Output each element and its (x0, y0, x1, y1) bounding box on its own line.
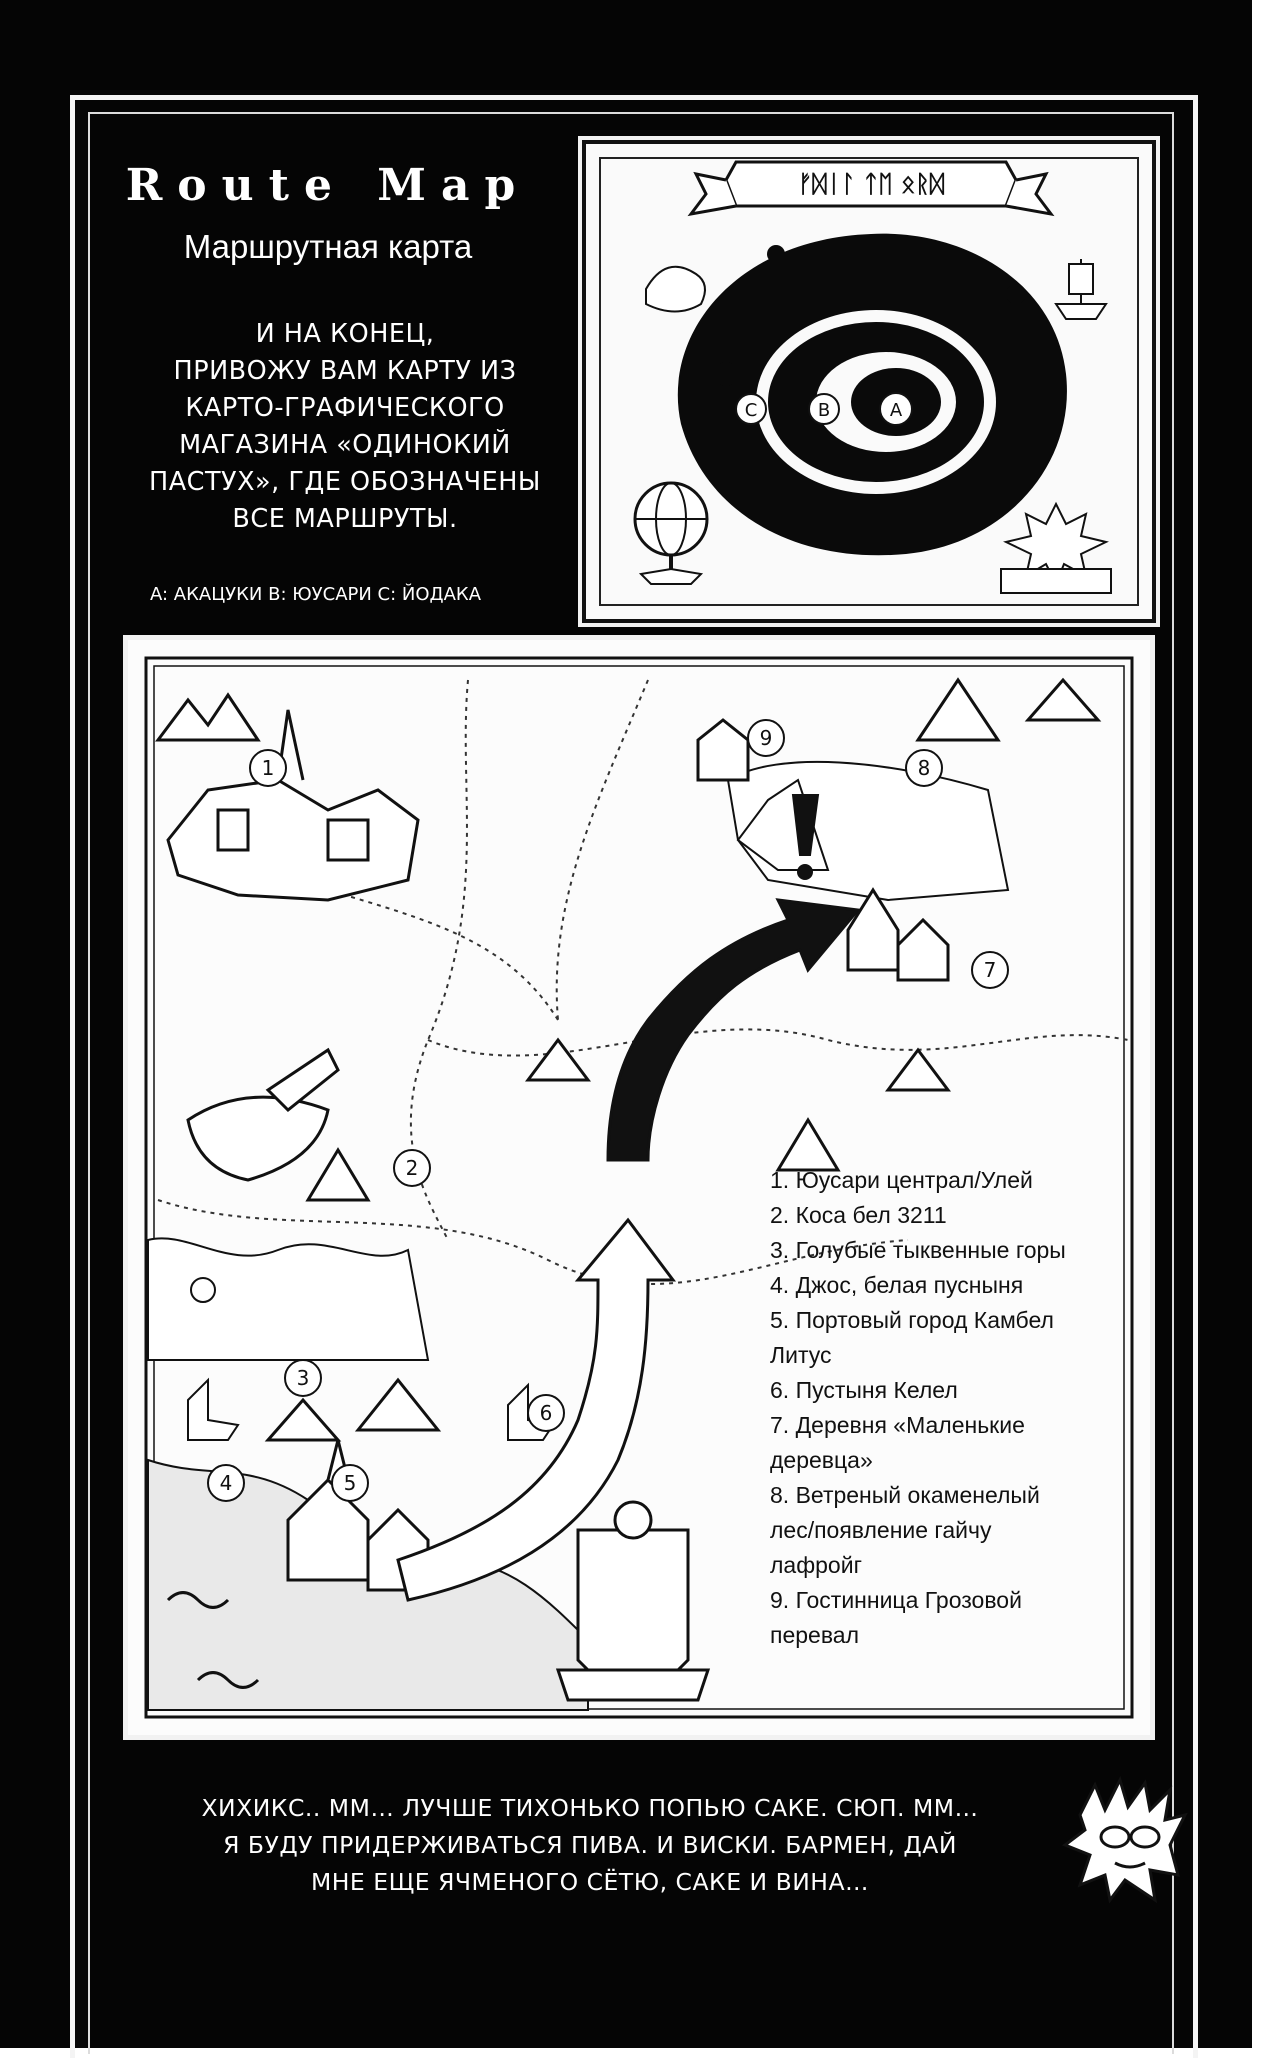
route-list-item: 1. Юусари централ/Улей (770, 1167, 1033, 1193)
village-icon (848, 890, 948, 980)
route-list-item: 3. Голубые тыквенные горы (770, 1237, 1066, 1263)
marker-3: 3 (296, 1366, 310, 1390)
route-list-item: 2. Коса бел 3211 (770, 1202, 947, 1228)
marker-5: 5 (343, 1471, 357, 1495)
page-title: Route Map (125, 160, 531, 211)
shipwreck-icon (188, 1050, 338, 1180)
world-map (582, 140, 1156, 623)
petrified-forest-icon (728, 762, 1008, 900)
intro-line: ВСЕ МАРШРУТЫ. (232, 504, 458, 534)
route-list-item: 7. Деревня «Маленькие (770, 1412, 1025, 1438)
route-list-item: 9. Гостинница Грозовой (770, 1587, 1022, 1613)
caption-line: Я БУДУ ПРИДЕРЖИВАТЬСЯ ПИВА. И ВИСКИ. БАРМЕН, ДАЙ (223, 1831, 957, 1859)
sea-monster-icon (646, 267, 705, 312)
marker-9: 9 (759, 726, 773, 750)
zone-legend: A: АКАЦУКИ B: ЮУСАРИ C: ЙОДАКА (150, 584, 482, 605)
route-list-item: Литус (770, 1342, 832, 1368)
route-list-item: 6. Пустыня Келел (770, 1377, 958, 1403)
forest-icon (148, 1238, 428, 1360)
intro-text (120, 316, 570, 538)
seal-icon (1001, 504, 1111, 593)
ship-icon (1056, 259, 1106, 319)
marker-2: 2 (405, 1156, 419, 1180)
route-list-item: перевал (770, 1622, 860, 1648)
intro-line: ПРИВОЖУ ВАМ КАРТУ ИЗ (173, 356, 517, 386)
route-list-item: 4. Джос, белая пусныня (770, 1272, 1024, 1298)
route-list (770, 1163, 1140, 1653)
globe-icon (635, 483, 707, 584)
banner-icon (691, 162, 1051, 214)
intro-line: И НА КОНЕЦ, (255, 319, 435, 349)
bottom-caption (140, 1790, 1040, 1901)
marker-1: 1 (261, 756, 275, 780)
island-ring (678, 234, 1067, 556)
marker-8: 8 (917, 756, 931, 780)
route-list-item: лес/появление гайчу (770, 1517, 992, 1543)
world-map-illustration (586, 144, 1152, 619)
svg-text:ᚠᛞᛁᛚ ᛏᛖ ᛟᚱᛞ: ᚠᛞᛁᛚ ᛏᛖ ᛟᚱᛞ (797, 170, 945, 198)
caption-line: ХИХИКС.. ММ… ЛУЧШЕ ТИХОНЬКО ПОПЬЮ САКЕ. СЮП. ММ… (201, 1794, 979, 1822)
marker-6: 6 (539, 1401, 553, 1425)
route-list-item: деревца» (770, 1447, 873, 1473)
route-list-item: лафройг (770, 1552, 862, 1578)
shield-sign-icon (558, 1502, 708, 1700)
intro-line: КАРТО-ГРАФИЧЕСКОГО (185, 393, 505, 423)
page-subtitle: Маршрутная карта (183, 228, 473, 265)
marker-4: 4 (219, 1471, 233, 1495)
zone-label-a: A (889, 400, 903, 421)
route-list-item: 8. Ветреный окаменелый (770, 1482, 1040, 1508)
mascot-face-icon (1060, 1775, 1190, 1905)
zone-label-b: B (817, 400, 831, 421)
intro-line: ПАСТУХ», ГДЕ ОБОЗНАЧЕНЫ (149, 467, 541, 497)
marker-7: 7 (983, 958, 997, 982)
inn-icon (698, 720, 748, 780)
route-list-item: 5. Портовый город Камбел (770, 1307, 1054, 1333)
intro-line: МАГАЗИНА «ОДИНОКИЙ (179, 430, 511, 460)
caption-line: МНЕ ЕЩЕ ЯЧМЕНОГО СЁТЮ, САКЕ И ВИНА… (310, 1868, 870, 1896)
zone-label-c: C (744, 400, 758, 421)
